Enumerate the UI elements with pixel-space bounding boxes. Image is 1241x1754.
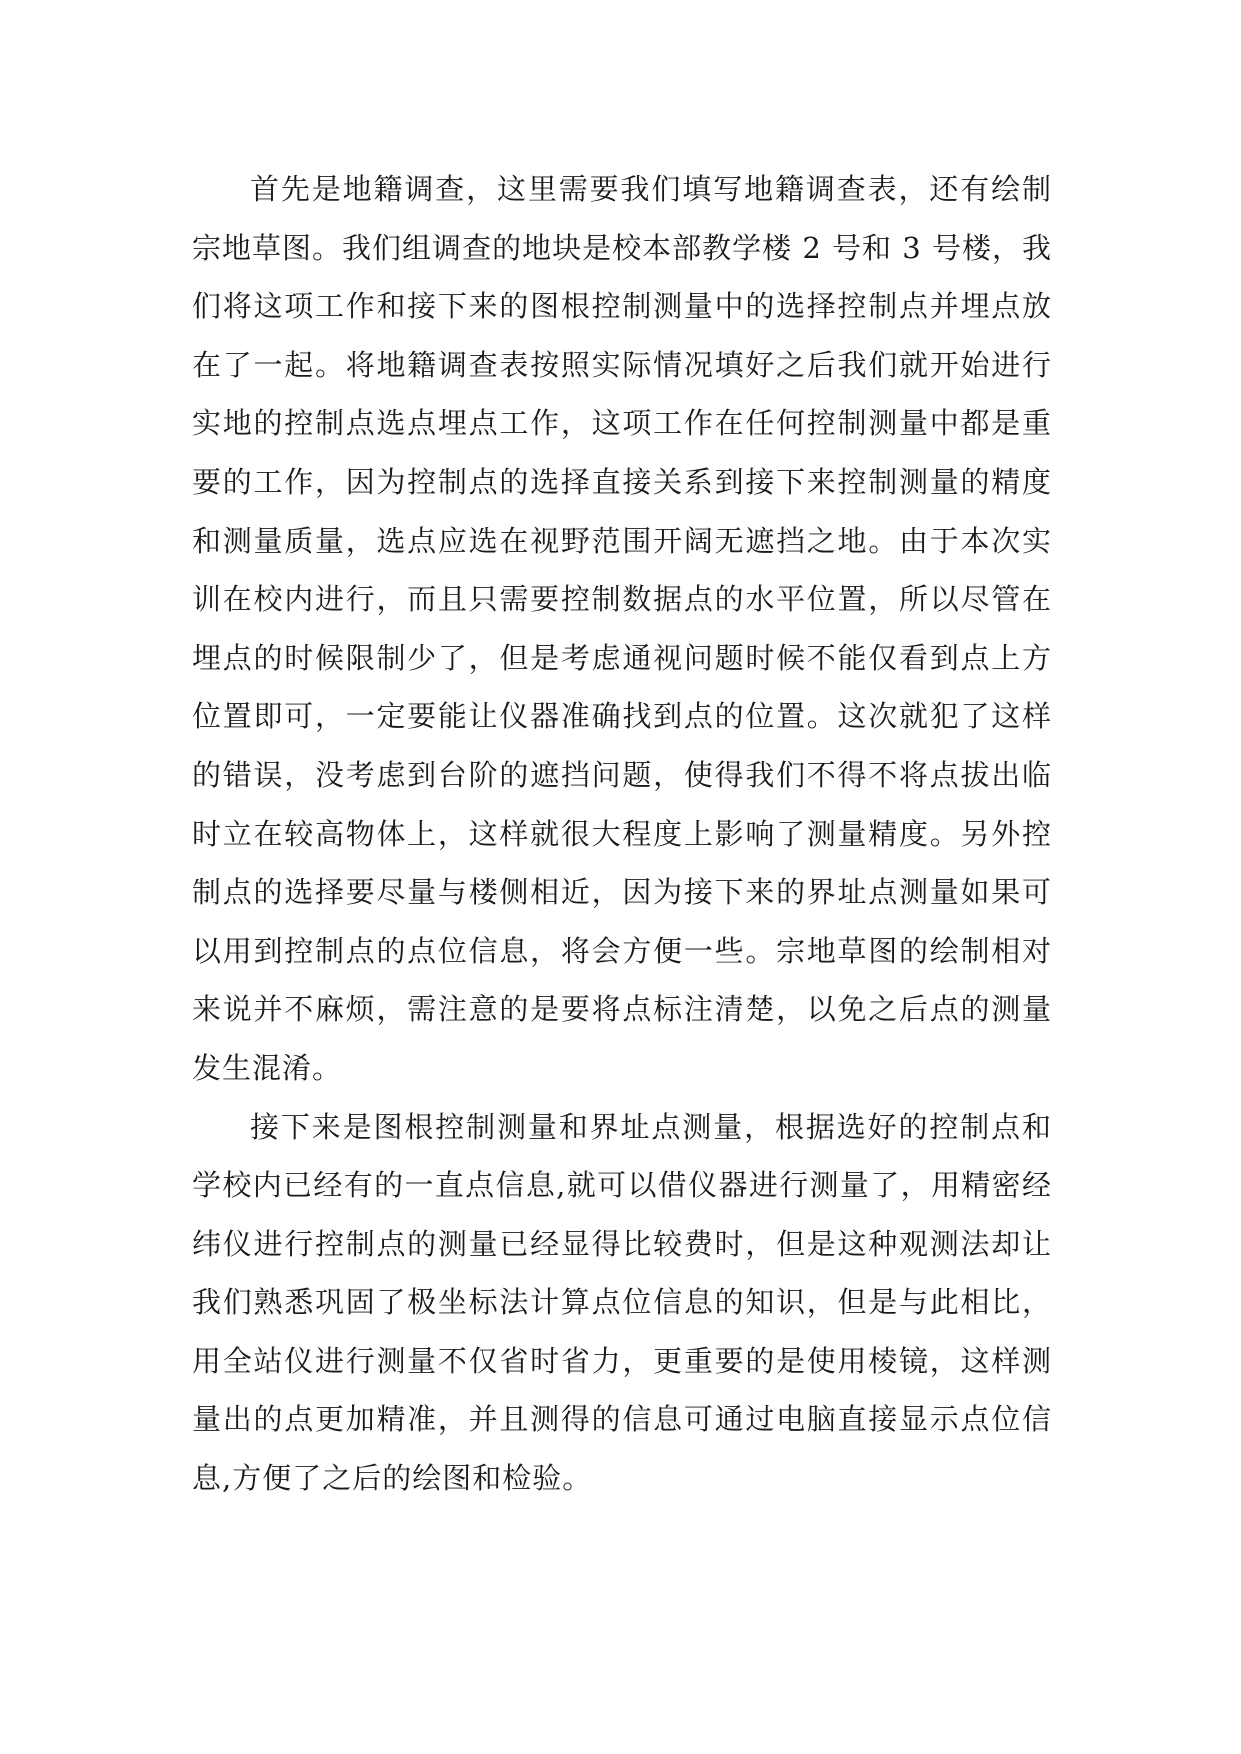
paragraph-control-measurement: 接下来是图根控制测量和界址点测量，根据选好的控制点和学校内已经有的一直点信息,就可以借仪器进行测量了，用精密经纬仪进行控制点的测量已经显得比较费时，但是这种观测法却让我们熟悉巩固了极坐标法计算点位信息的知识，但是与此相比，用全站仪进行测量不仅省时省力，更重要的是使用棱镜，这样测量出的点更加精准，并且测得的信息可通过电脑直接显示点位信息,方便了之后的绘图和检验。 [192, 1109, 1052, 1496]
paragraph-cadastral-survey: 首先是地籍调查，这里需要我们填写地籍调查表，还有绘制宗地草图。我们组调查的地块是校本部教学楼 2 号和 3 号楼，我们将这项工作和接下来的图根控制测量中的选择控制点并埋点放在了一起。将地籍调查表按照实际情况填好之后我们就开始进行实地的控制点选点埋点工作，这项工作在任何控制测量中都是重要的工作，因为控制点的选择直接关系到接下来控制测量的精度和测量质量，选点应选在视野范围开阔无遮挡之地。由于本次实训在校内进行，而且只需要控制数据点的水平位置，所以尽管在埋点的时候限制少了，但是考虑通视问题时候不能仅看到点上方位置即可，一定要能让仪器准确找到点的位置。这次就犯了这样的错误，没考虑到台阶的遮挡问题，使得我们不得不将点拔出临时立在较高物体上，这样就很大程度上影响了测量精度。另外控制点的选择要尽量与楼侧相近，因为接下来的界址点测量如果可以用到控制点的点位信息，将会方便一些。宗地草图的绘制相对来说并不麻烦，需注意的是要将点标注清楚，以免之后点的测量发生混淆。 [192, 172, 1052, 1085]
document-body [192, 160, 1052, 1508]
